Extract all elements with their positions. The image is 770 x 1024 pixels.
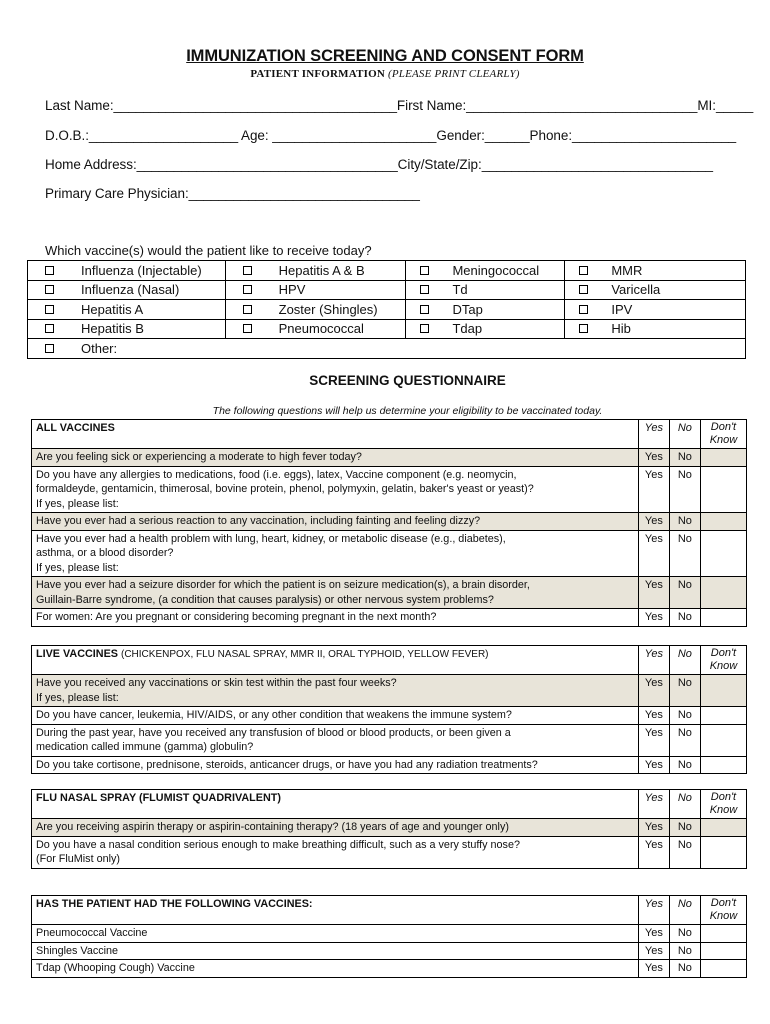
checkbox-mmr[interactable] xyxy=(579,266,588,275)
vaccine-selection-table xyxy=(27,260,746,359)
col-dont-know: Don't Know xyxy=(700,790,746,819)
answer-yes[interactable]: Yes xyxy=(638,707,669,725)
prior-vaccines-table xyxy=(31,895,747,978)
all-vaccines-table xyxy=(31,419,747,627)
live-vaccines-table xyxy=(31,645,747,774)
col-no: No xyxy=(669,790,700,819)
checkbox-hepatitis-a-b[interactable] xyxy=(243,266,252,275)
vaccine-label: Influenza (Nasal) xyxy=(81,282,180,298)
answer-no[interactable]: No xyxy=(669,724,700,756)
col-yes: Yes xyxy=(638,646,669,675)
vaccine-label: Hepatitis A & B xyxy=(278,262,365,278)
answer-dont-know[interactable] xyxy=(700,960,746,978)
answer-dont-know[interactable] xyxy=(700,675,746,707)
answer-no[interactable]: No xyxy=(669,707,700,725)
question: Pneumococcal Vaccine xyxy=(32,925,639,943)
checkbox-hepatitis-b[interactable] xyxy=(45,324,54,333)
answer-yes[interactable]: Yes xyxy=(638,530,669,577)
subtitle-print-clearly: (PLEASE PRINT CLEARLY) xyxy=(387,68,520,80)
address-line[interactable]: Home Address:___________________________________City/State/Zip:_______________________________ xyxy=(45,157,713,172)
checkbox-tdap[interactable] xyxy=(420,324,429,333)
answer-dont-know[interactable] xyxy=(700,724,746,756)
answer-no[interactable]: No xyxy=(669,577,700,609)
question: Do you have a nasal condition serious enough to make breathing difficult, such as a very stuffy nose? (For FluMist only) xyxy=(32,836,639,868)
question: For women: Are you pregnant or considering becoming pregnant in the next month? xyxy=(32,609,639,627)
answer-dont-know[interactable] xyxy=(700,466,746,513)
question: Do you have cancer, leukemia, HIV/AIDS, or any other condition that weakens the immune system? xyxy=(32,707,639,725)
answer-yes[interactable]: Yes xyxy=(638,609,669,627)
checkbox-influenza-nasal[interactable] xyxy=(45,285,54,294)
answer-dont-know[interactable] xyxy=(700,819,746,837)
vaccine-label: Td xyxy=(452,282,468,298)
checkbox-ipv[interactable] xyxy=(579,305,588,314)
vaccine-label: MMR xyxy=(611,262,643,278)
answer-yes[interactable]: Yes xyxy=(638,925,669,943)
answer-dont-know[interactable] xyxy=(700,449,746,467)
col-no: No xyxy=(669,896,700,925)
vaccine-label: IPV xyxy=(611,301,633,317)
vaccine-label: HPV xyxy=(278,282,306,298)
question: Have you ever had a serious reaction to any vaccination, including fainting and feeling dizzy? xyxy=(32,513,639,531)
checkbox-zoster[interactable] xyxy=(243,305,252,314)
checkbox-pneumococcal[interactable] xyxy=(243,324,252,333)
question: Have you received any vaccinations or skin test within the past four weeks? If yes, please list: xyxy=(32,675,639,707)
vaccine-prompt: Which vaccine(s) would the patient like to receive today? xyxy=(45,243,372,258)
answer-no[interactable]: No xyxy=(669,756,700,774)
answer-dont-know[interactable] xyxy=(700,577,746,609)
checkbox-td[interactable] xyxy=(420,285,429,294)
answer-no[interactable]: No xyxy=(669,530,700,577)
question: Do you take cortisone, prednisone, steroids, anticancer drugs, or have you had any radiation treatments? xyxy=(32,756,639,774)
question: Have you ever had a health problem with lung, heart, kidney, or metabolic disease (e.g., diabetes), asthma, or a blood disorder? If yes, please list: xyxy=(32,530,639,577)
checkbox-hpv[interactable] xyxy=(243,285,252,294)
vaccine-label: Pneumococcal xyxy=(278,321,364,337)
answer-no[interactable]: No xyxy=(669,819,700,837)
col-yes: Yes xyxy=(638,896,669,925)
vaccine-label: Influenza (Injectable) xyxy=(81,262,202,278)
col-yes: Yes xyxy=(638,790,669,819)
question: Are you receiving aspirin therapy or aspirin-containing therapy? (18 years of age and younger only) xyxy=(32,819,639,837)
answer-dont-know[interactable] xyxy=(700,530,746,577)
name-fields-line[interactable]: Last Name:______________________________________First Name:_______________________________MI:_____ xyxy=(45,98,754,113)
answer-no[interactable]: No xyxy=(669,466,700,513)
answer-yes[interactable]: Yes xyxy=(638,513,669,531)
questionnaire-intro: The following questions will help us determine your eligibility to be vaccinated today. xyxy=(212,405,603,417)
answer-no[interactable]: No xyxy=(669,675,700,707)
answer-yes[interactable]: Yes xyxy=(638,756,669,774)
answer-dont-know[interactable] xyxy=(700,925,746,943)
checkbox-varicella[interactable] xyxy=(579,285,588,294)
answer-dont-know[interactable] xyxy=(700,609,746,627)
vaccine-label-other: Other: xyxy=(81,340,118,356)
col-yes: Yes xyxy=(638,420,669,449)
question: Do you have any allergies to medications, food (i.e. eggs), latex, Vaccine component (e.g. neomycin, formaldeyde, gentamicin, thimerosal, bovine protein, phenol, polymyxin, gelatin, baker's yeast or yeast)? If yes, please list: xyxy=(32,466,639,513)
physician-line[interactable]: Primary Care Physician:_______________________________ xyxy=(45,186,420,201)
answer-yes[interactable]: Yes xyxy=(638,942,669,960)
answer-no[interactable]: No xyxy=(669,836,700,868)
answer-yes[interactable]: Yes xyxy=(638,577,669,609)
checkbox-other[interactable] xyxy=(45,344,54,353)
vaccine-label: Meningococcal xyxy=(452,262,540,278)
section-heading: LIVE VACCINES (CHICKENPOX, FLU NASAL SPRAY, MMR II, ORAL TYPHOID, YELLOW FEVER) xyxy=(32,646,639,675)
answer-dont-know[interactable] xyxy=(700,707,746,725)
answer-dont-know[interactable] xyxy=(700,756,746,774)
answer-yes[interactable]: Yes xyxy=(638,449,669,467)
answer-no[interactable]: No xyxy=(669,960,700,978)
checkbox-dtap[interactable] xyxy=(420,305,429,314)
subtitle-patient-info: PATIENT INFORMATION xyxy=(250,68,386,80)
question: Are you feeling sick or experiencing a moderate to high fever today? xyxy=(32,449,639,467)
col-no: No xyxy=(669,420,700,449)
col-no: No xyxy=(669,646,700,675)
col-dont-know: Don't Know xyxy=(700,646,746,675)
answer-no[interactable]: No xyxy=(669,513,700,531)
form-subtitle xyxy=(0,68,770,80)
answer-no[interactable]: No xyxy=(669,609,700,627)
question: Have you ever had a seizure disorder for which the patient is on seizure medication(s), a brain disorder, Guillain-Barre syndrome, (a condition that causes paralysis) or other nervous system problems? xyxy=(32,577,639,609)
answer-yes[interactable]: Yes xyxy=(638,675,669,707)
form-title: IMMUNIZATION SCREENING AND CONSENT FORM xyxy=(186,47,584,65)
vaccine-label: Tdap xyxy=(452,321,483,337)
question: Shingles Vaccine xyxy=(32,942,639,960)
answer-yes[interactable]: Yes xyxy=(638,724,669,756)
section-heading: HAS THE PATIENT HAD THE FOLLOWING VACCINES: xyxy=(32,896,639,925)
answer-dont-know[interactable] xyxy=(700,942,746,960)
answer-yes[interactable]: Yes xyxy=(638,960,669,978)
answer-no[interactable]: No xyxy=(669,449,700,467)
col-dont-know: Don't Know xyxy=(700,420,746,449)
question: During the past year, have you received any transfusion of blood or blood products, or been given a medication called immune (gamma) globulin? xyxy=(32,724,639,756)
answer-dont-know[interactable] xyxy=(700,513,746,531)
vaccine-label: Zoster (Shingles) xyxy=(278,301,378,317)
checkbox-meningococcal[interactable] xyxy=(420,266,429,275)
vaccine-label: DTap xyxy=(452,301,483,317)
section-heading: ALL VACCINES xyxy=(32,420,639,449)
answer-yes[interactable]: Yes xyxy=(638,466,669,513)
col-dont-know: Don't Know xyxy=(700,896,746,925)
vaccine-label: Hepatitis A xyxy=(81,301,144,317)
answer-dont-know[interactable] xyxy=(700,836,746,868)
section-heading: FLU NASAL SPRAY (FLUMIST QUADRIVALENT) xyxy=(32,790,639,819)
checkbox-hepatitis-a[interactable] xyxy=(45,305,54,314)
dob-age-gender-phone-line[interactable]: D.O.B.:____________________ Age: ______________________Gender:______Phone:______________________ xyxy=(45,128,737,143)
checkbox-influenza-injectable[interactable] xyxy=(45,266,54,275)
question: Tdap (Whooping Cough) Vaccine xyxy=(32,960,639,978)
questionnaire-title: SCREENING QUESTIONNAIRE xyxy=(309,373,506,388)
vaccine-label: Hepatitis B xyxy=(81,321,144,337)
vaccine-label: Hib xyxy=(611,321,631,337)
flu-nasal-spray-table xyxy=(31,789,747,869)
answer-yes[interactable]: Yes xyxy=(638,819,669,837)
answer-no[interactable]: No xyxy=(669,925,700,943)
checkbox-hib[interactable] xyxy=(579,324,588,333)
vaccine-label: Varicella xyxy=(611,282,661,298)
answer-no[interactable]: No xyxy=(669,942,700,960)
answer-yes[interactable]: Yes xyxy=(638,836,669,868)
